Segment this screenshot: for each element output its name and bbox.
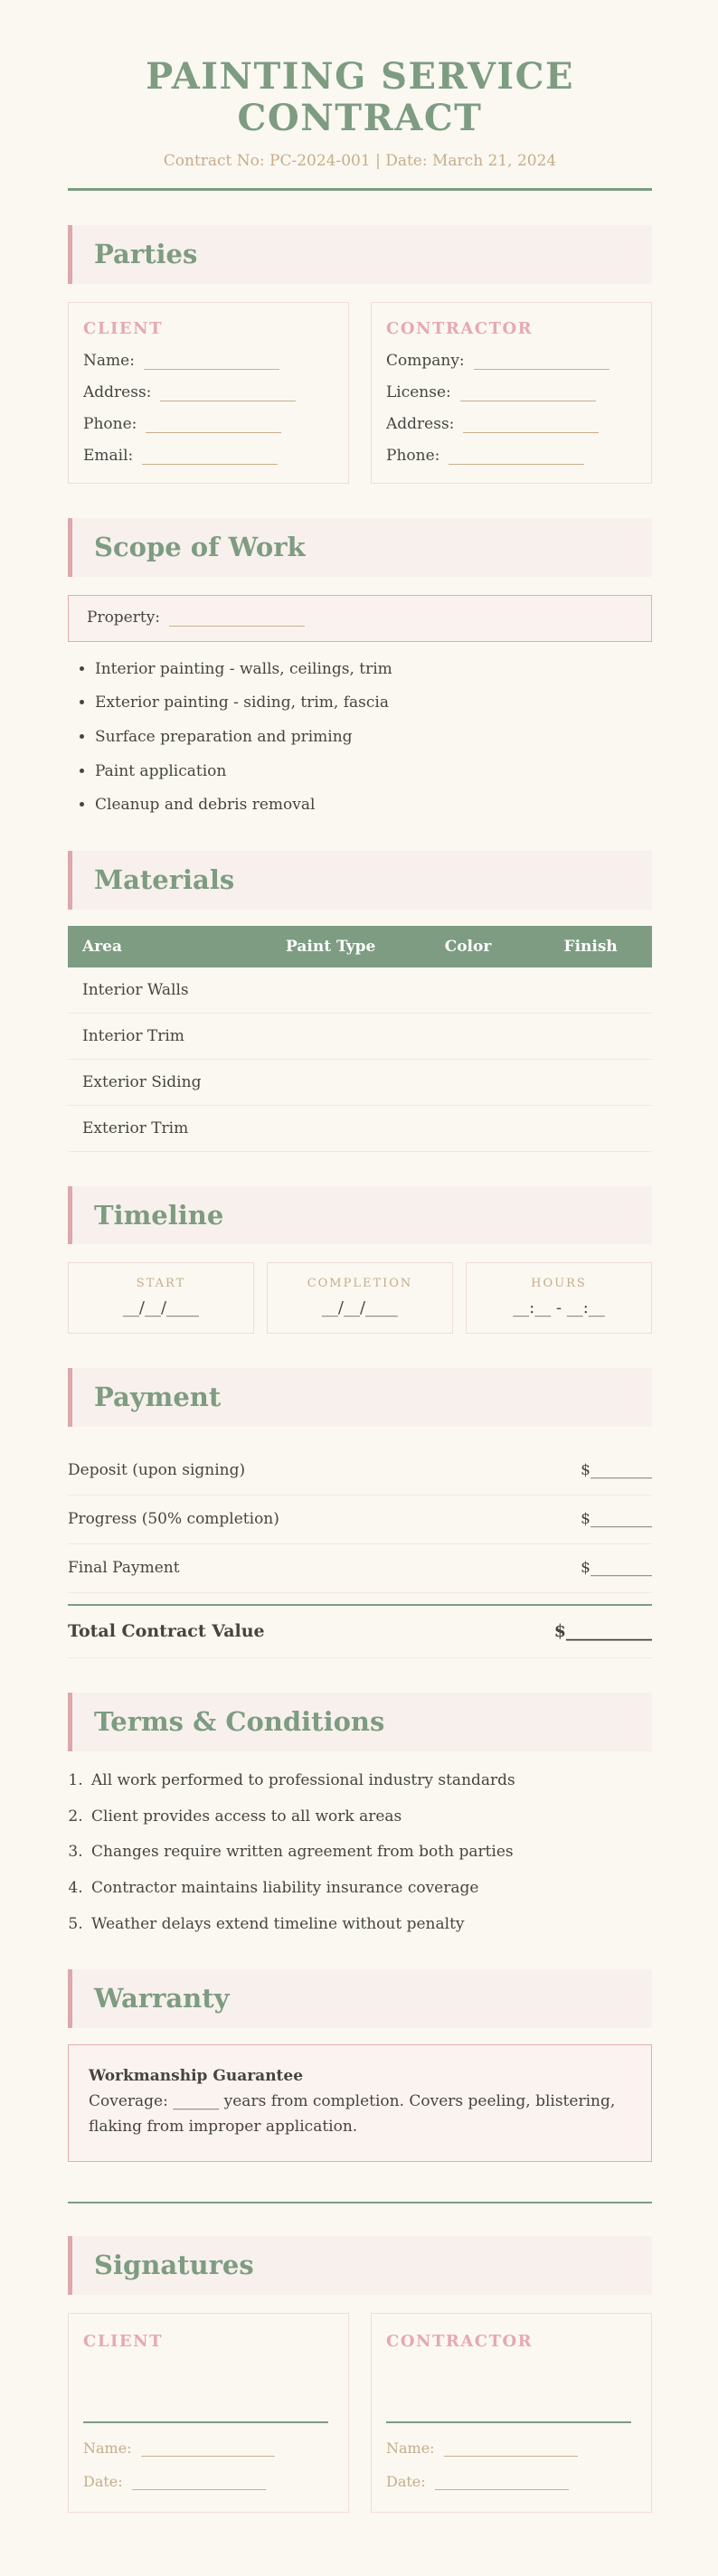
payment-deposit-amount: $________ xyxy=(581,1461,652,1480)
paint-type-cell xyxy=(255,967,407,1014)
column-header-finish: Finish xyxy=(529,926,652,967)
contractor-signature-date-field xyxy=(386,2473,637,2490)
scope-item-list xyxy=(95,658,652,816)
table-row xyxy=(68,1105,652,1151)
contractor-signature-name-field xyxy=(386,2439,637,2457)
materials-table-header xyxy=(68,926,652,967)
table-row xyxy=(68,1013,652,1059)
terms-heading: Terms & Conditions xyxy=(94,1706,385,1738)
header-divider xyxy=(68,188,652,191)
paint-type-cell xyxy=(255,1105,407,1151)
client-address-field xyxy=(83,383,334,401)
timeline-completion-value: __/__/____ xyxy=(321,1298,399,1318)
payment-deposit-label: Deposit (upon signing) xyxy=(68,1461,246,1480)
timeline-start-value: __/__/____ xyxy=(122,1298,200,1318)
scope-item: • Paint application xyxy=(95,760,652,783)
area-cell: Exterior Trim xyxy=(68,1105,255,1151)
property-box xyxy=(68,595,652,642)
contractor-license-field xyxy=(386,383,637,401)
payment-final-label: Final Payment xyxy=(68,1559,180,1578)
client-signature-box xyxy=(68,2313,349,2513)
terms-item: 2. Client provides access to all work areas xyxy=(88,1806,652,1828)
column-header-area: Area xyxy=(68,926,255,967)
area-cell: Exterior Siding xyxy=(68,1059,255,1105)
client-email-blank-line xyxy=(142,452,278,465)
finish-cell xyxy=(529,1013,652,1059)
color-cell xyxy=(407,967,530,1014)
payment-heading: Payment xyxy=(94,1382,222,1413)
payment-progress-amount: $________ xyxy=(581,1510,652,1529)
section-timeline xyxy=(68,1186,652,1335)
timeline-hours-label: HOURS xyxy=(531,1277,587,1291)
client-address-label: Address: xyxy=(83,382,152,401)
column-header-paint-type: Paint Type xyxy=(255,926,407,967)
payment-row-deposit xyxy=(68,1447,652,1496)
warranty-section-head xyxy=(68,1969,652,2028)
terms-section-head xyxy=(68,1693,652,1751)
section-parties xyxy=(68,225,652,484)
area-cell: Interior Trim xyxy=(68,1013,255,1059)
client-signature-date-blank-line xyxy=(132,2477,266,2490)
paint-type-cell xyxy=(255,1013,407,1059)
warranty-box-title: Workmanship Guarantee xyxy=(89,2066,304,2085)
contractor-company-label: Company: xyxy=(386,351,465,370)
timeline-hours-value: __:__ - __:__ xyxy=(513,1298,605,1318)
color-cell xyxy=(407,1059,530,1105)
payment-row-total xyxy=(68,1606,652,1658)
scope-section-head xyxy=(68,518,652,577)
section-warranty xyxy=(68,1969,652,2162)
contractor-phone-label: Phone: xyxy=(386,446,440,465)
client-signature-date-field xyxy=(83,2473,334,2490)
client-name-label: Name: xyxy=(83,351,135,370)
section-terms xyxy=(68,1693,652,1935)
warranty-box xyxy=(68,2044,652,2162)
client-signature-name-blank-line xyxy=(141,2444,275,2457)
client-name-blank-line xyxy=(144,357,279,370)
client-phone-label: Phone: xyxy=(83,414,137,433)
finish-cell xyxy=(529,1105,652,1151)
client-address-blank-line xyxy=(160,389,296,401)
contractor-signature-date-label: Date: xyxy=(386,2472,426,2490)
client-signature-date-label: Date: xyxy=(83,2472,123,2490)
signatures-columns xyxy=(68,2313,652,2513)
contractor-company-blank-line xyxy=(474,357,609,370)
terms-item: 5. Weather delays extend timeline without penalty xyxy=(88,1913,652,1936)
timeline-completion-label: COMPLETION xyxy=(307,1277,413,1291)
scope-item: • Interior painting - walls, ceilings, trim xyxy=(95,658,652,681)
contractor-license-blank-line xyxy=(460,389,596,401)
payment-rows xyxy=(68,1447,652,1658)
property-label: Property: xyxy=(87,608,161,627)
timeline-completion-box xyxy=(267,1262,453,1334)
client-phone-blank-line xyxy=(146,420,281,433)
property-field xyxy=(87,609,633,627)
materials-table xyxy=(68,926,652,1152)
scope-item: • Cleanup and debris removal xyxy=(95,794,652,816)
parties-heading: Parties xyxy=(94,239,198,269)
client-email-label: Email: xyxy=(83,446,134,465)
finish-cell xyxy=(529,967,652,1014)
contractor-signature-date-blank-line xyxy=(435,2477,569,2490)
client-signature-name-field xyxy=(83,2439,334,2457)
table-row xyxy=(68,967,652,1014)
client-signature-heading: CLIENT xyxy=(83,2331,163,2351)
area-cell: Interior Walls xyxy=(68,967,255,1014)
paint-type-cell xyxy=(255,1059,407,1105)
materials-table-body xyxy=(68,967,652,1152)
parties-columns xyxy=(68,302,652,484)
scope-heading: Scope of Work xyxy=(94,531,306,562)
signatures-heading: Signatures xyxy=(94,2250,254,2281)
contractor-signature-name-label: Name: xyxy=(386,2439,435,2457)
contract-meta: Contract No: PC-2024-001 | Date: March 21, 2024 xyxy=(163,152,557,170)
contractor-signature-heading: CONTRACTOR xyxy=(386,2331,534,2351)
terms-item: 3. Changes require written agreement from both parties xyxy=(88,1841,652,1864)
property-blank-line xyxy=(169,614,305,627)
signatures-section-head xyxy=(68,2236,652,2295)
materials-header-row xyxy=(68,926,652,967)
finish-cell xyxy=(529,1059,652,1105)
client-phone-field xyxy=(83,415,334,433)
contractor-phone-field xyxy=(386,447,637,465)
color-cell xyxy=(407,1105,530,1151)
client-info-box xyxy=(68,302,349,484)
client-box-heading: CLIENT xyxy=(83,318,163,338)
payment-section-head xyxy=(68,1368,652,1427)
section-scope-of-work xyxy=(68,518,652,816)
parties-section-head xyxy=(68,225,652,284)
document-title: PAINTING SERVICE CONTRACT xyxy=(146,55,574,139)
contractor-address-field xyxy=(386,415,637,433)
table-row xyxy=(68,1059,652,1105)
terms-item: 4. Contractor maintains liability insurance coverage xyxy=(88,1877,652,1900)
contractor-company-field xyxy=(386,352,637,370)
timeline-heading: Timeline xyxy=(94,1199,224,1231)
column-header-color: Color xyxy=(407,926,530,967)
timeline-hours-box xyxy=(466,1262,652,1334)
scope-item: • Surface preparation and priming xyxy=(95,726,652,749)
section-signatures xyxy=(68,2236,652,2513)
timeline-start-label: START xyxy=(136,1277,186,1291)
warranty-heading: Warranty xyxy=(94,1983,230,2015)
contractor-address-label: Address: xyxy=(386,414,455,433)
payment-total-label: Total Contract Value xyxy=(68,1621,265,1642)
timeline-section-head xyxy=(68,1186,652,1245)
timeline-grid xyxy=(68,1262,652,1334)
document-header xyxy=(68,56,652,191)
terms-list xyxy=(88,1769,652,1935)
color-cell xyxy=(407,1013,530,1059)
timeline-start-box xyxy=(68,1262,254,1334)
scope-item: • Exterior painting - siding, trim, fascia xyxy=(95,692,652,714)
signatures-divider xyxy=(68,2202,652,2203)
contractor-box-heading: CONTRACTOR xyxy=(386,318,534,338)
section-payment xyxy=(68,1368,652,1658)
contractor-license-label: License: xyxy=(386,382,451,401)
materials-section-head xyxy=(68,851,652,910)
payment-row-final xyxy=(68,1544,652,1593)
contractor-signature-box xyxy=(371,2313,652,2513)
payment-final-amount: $________ xyxy=(581,1559,652,1578)
contractor-info-box xyxy=(371,302,652,484)
materials-heading: Materials xyxy=(94,863,235,895)
warranty-box-text: Coverage: ______ years from completion. Covers peeling, blistering, flaking from improper application. xyxy=(89,2092,616,2137)
client-name-field xyxy=(83,352,334,370)
payment-row-progress xyxy=(68,1496,652,1544)
client-email-field xyxy=(83,447,334,465)
terms-item: 1. All work performed to professional industry standards xyxy=(88,1769,652,1792)
payment-progress-label: Progress (50% completion) xyxy=(68,1510,279,1529)
client-signature-name-label: Name: xyxy=(83,2439,132,2457)
contractor-phone-blank-line xyxy=(449,452,584,465)
payment-total-amount: $__________ xyxy=(553,1621,652,1642)
section-materials xyxy=(68,851,652,1152)
contractor-address-blank-line xyxy=(463,420,599,433)
contractor-signature-name-blank-line xyxy=(444,2444,578,2457)
